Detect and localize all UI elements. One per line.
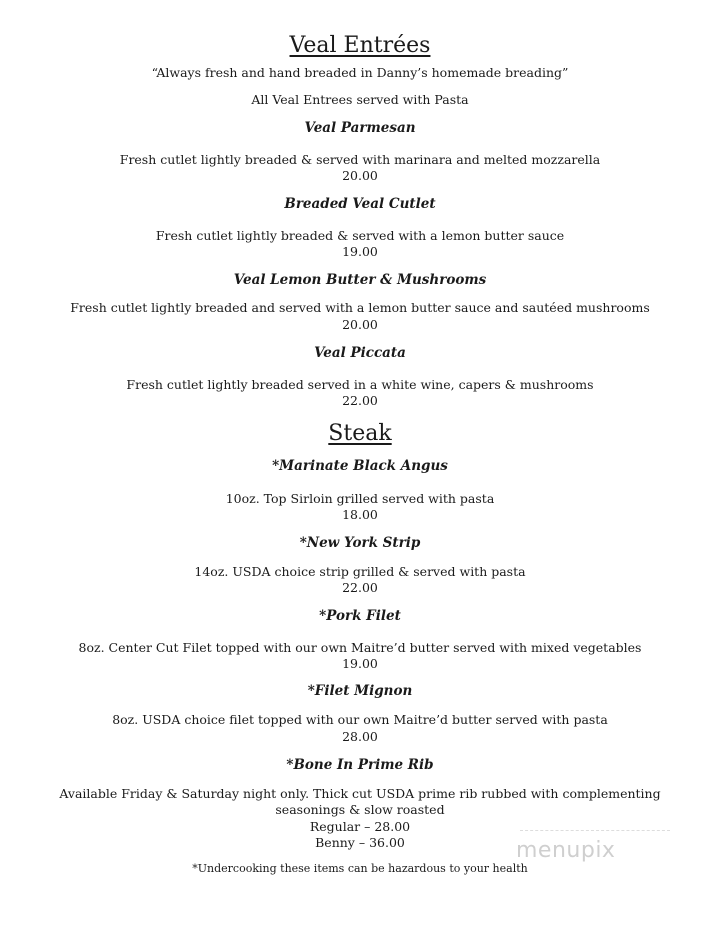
menu-item-name: *Marinate Black Angus — [272, 458, 448, 474]
menu-item-price: 19.00 — [342, 656, 378, 671]
menu-item-name: Breaded Veal Cutlet — [284, 196, 436, 212]
veal-served-with: All Veal Entrees served with Pasta — [251, 92, 469, 107]
menu-item-desc: 8oz. Center Cut Filet topped with our own Maitre’d butter served with mixed vegetables — [78, 640, 642, 655]
menu-item-name: *Pork Filet — [319, 608, 401, 624]
menu-item-desc: Fresh cutlet lightly breaded served in a white wine, capers & mushrooms — [126, 377, 594, 392]
veal-tagline: “Always fresh and hand breaded in Danny’s homemade breading” — [151, 65, 569, 80]
menu-item-desc: Fresh cutlet lightly breaded & served with a lemon butter sauce — [155, 228, 565, 243]
menu-item-desc: 8oz. USDA choice filet topped with our own Maitre’d butter served with pasta — [112, 712, 608, 727]
menu-item-price: 22.00 — [342, 393, 378, 408]
menu-item-name: Veal Lemon Butter & Mushrooms — [233, 272, 487, 288]
menu-item-price: 19.00 — [342, 244, 378, 259]
menu-item-price: 28.00 — [342, 729, 378, 744]
menu-item-desc-cont: seasonings & slow roasted — [275, 802, 445, 817]
veal-section-title: Veal Entrées — [289, 33, 431, 58]
menu-item-name: *Bone In Prime Rib — [286, 757, 434, 773]
menu-item-desc: 14oz. USDA choice strip grilled & served with pasta — [194, 564, 526, 579]
menu-item-desc: Fresh cutlet lightly breaded & served with marinara and melted mozzarella — [119, 152, 601, 167]
menu-item-price: 22.00 — [342, 580, 378, 595]
menu-item-desc: Fresh cutlet lightly breaded and served with a lemon butter sauce and sautéed mushrooms — [70, 300, 650, 315]
menu-item-price: 20.00 — [342, 317, 378, 332]
menu-item-desc: Available Friday & Saturday night only. Thick cut USDA prime rib rubbed with complementing — [59, 786, 661, 801]
menu-item-price-benny: Benny – 36.00 — [315, 835, 405, 850]
health-disclaimer: *Undercooking these items can be hazardous to your health — [192, 862, 528, 875]
menu-item-name: *New York Strip — [299, 535, 421, 551]
menu-item-desc: 10oz. Top Sirloin grilled served with pasta — [225, 491, 495, 506]
menu-item-price: 20.00 — [342, 168, 378, 183]
watermark-logo: menupix — [516, 838, 616, 863]
menu-item-name: Veal Piccata — [314, 345, 406, 361]
steak-section-title: Steak — [328, 421, 392, 446]
menu-item-price-regular: Regular – 28.00 — [309, 819, 411, 834]
menu-item-name: *Filet Mignon — [307, 683, 413, 699]
menu-item-name: Veal Parmesan — [304, 120, 416, 136]
menu-item-price: 18.00 — [342, 507, 378, 522]
watermark-rule — [520, 830, 670, 831]
